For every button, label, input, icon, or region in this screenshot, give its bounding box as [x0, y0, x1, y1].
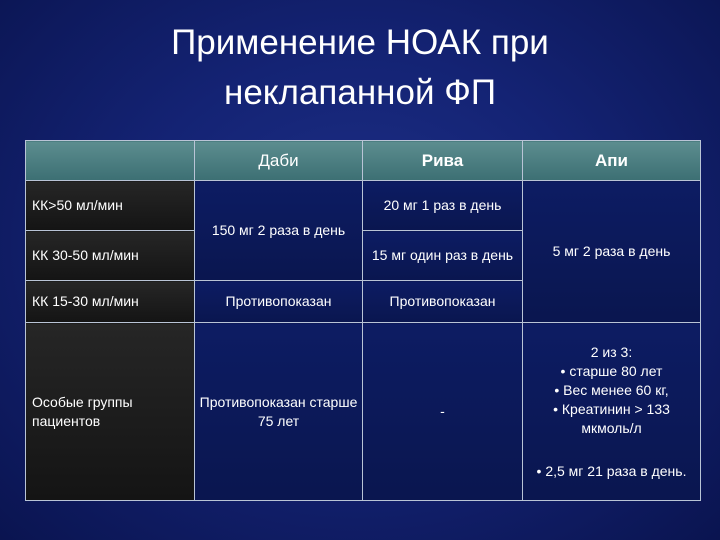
- api-criterion-weight: • Вес менее 60 кг,: [527, 381, 696, 400]
- noac-table: [25, 140, 701, 501]
- title-line-2: неклапанной ФП: [224, 73, 496, 112]
- header-api: Апи: [523, 141, 701, 181]
- api-dose-kk-15-plus: 5 мг 2 раза в день: [523, 181, 701, 323]
- table-row: [26, 323, 701, 501]
- slide-title: [0, 18, 720, 118]
- riva-dose-kk-over-50: 20 мг 1 раз в день: [363, 181, 523, 231]
- title-line-1: Применение НОАК при: [171, 23, 549, 62]
- row-label-kk-15-30: КК 15-30 мл/мин: [26, 281, 195, 323]
- api-special-heading: 2 из 3:: [590, 343, 633, 360]
- row-label-kk-30-50: КК 30-50 мл/мин: [26, 231, 195, 281]
- table-header-row: [26, 141, 701, 181]
- riva-kk-15-30: Противопоказан: [363, 281, 523, 323]
- riva-special: -: [363, 323, 523, 501]
- api-criterion-creatinine: • Креатинин > 133 мкмоль/л: [527, 400, 696, 438]
- dabi-special: Противопоказан старше 75 лет: [195, 323, 363, 501]
- dabi-kk-15-30: Противопоказан: [195, 281, 363, 323]
- header-empty-cell: [26, 141, 195, 181]
- riva-dose-kk-30-50: 15 мг один раз в день: [363, 231, 523, 281]
- dabi-dose-kk-30-plus: 150 мг 2 раза в день: [195, 181, 363, 281]
- header-riva: Рива: [363, 141, 523, 181]
- row-label-kk-over-50: КК>50 мл/мин: [26, 181, 195, 231]
- row-label-special-groups: Особые группы пациентов: [26, 323, 195, 501]
- api-reduced-dose: • 2,5 мг 21 раза в день.: [527, 462, 696, 481]
- api-special: [523, 323, 701, 501]
- table-row: [26, 181, 701, 231]
- header-dabi: Даби: [195, 141, 363, 181]
- api-spacer: [527, 438, 696, 462]
- api-criterion-age: • старше 80 лет: [527, 362, 696, 381]
